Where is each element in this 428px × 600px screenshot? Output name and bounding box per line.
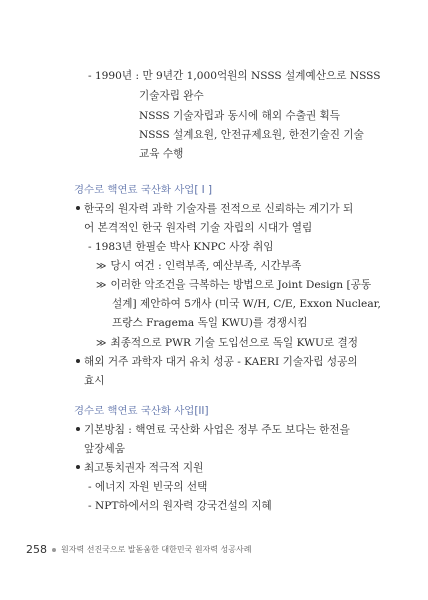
page-number: 258 [26, 543, 47, 556]
arrow-item [96, 336, 358, 351]
arrow-item [96, 278, 371, 293]
bullet-text: 최고통치권자 적극적 지원 [84, 462, 204, 474]
bullet-item [76, 461, 203, 475]
sub-item: - 1983년 한필순 박사 KNPC 사장 취임 [88, 241, 274, 253]
sub-item: - 에너지 자원 빈국의 선택 [88, 481, 208, 493]
page-footer [26, 543, 251, 556]
bullet-text: 해외 거주 과학자 대거 유치 성공 - KAERI 기술자립 성공의 [84, 356, 358, 368]
text-1990-line2: 기술자립 완수 [139, 90, 204, 102]
bullet-dot-icon [76, 465, 80, 469]
bullet-text-cont: 앞장세움 [84, 443, 125, 455]
bullet-dot-icon [76, 206, 80, 210]
arrow-right-icon: ≫ [96, 280, 107, 291]
bullet-text: 한국의 원자력 과학 기술자를 전적으로 신뢰하는 계기가 되 [84, 203, 354, 215]
footer-title: 원자력 선진국으로 발돋움한 대한민국 원자력 성공사례 [61, 545, 252, 554]
arrow-right-icon: ≫ [96, 338, 107, 349]
arrow-item-text: 이러한 악조건을 극복하는 방법으로 Joint Design [공동 [110, 279, 372, 291]
section-heading-1: 경수로 핵연료 국산화 사업[ I ] [74, 184, 213, 196]
bullet-item [76, 423, 350, 437]
footer-dot-icon [52, 548, 56, 552]
arrow-item-text: 최종적으로 PWR 기술 도입선으로 독일 KWU로 결정 [110, 337, 358, 349]
text-1990-line5: 교육 수행 [139, 148, 184, 160]
sub-item: - NPT하에서의 원자력 강국건설의 지혜 [88, 500, 272, 512]
section-heading-2: 경수로 핵연료 국산화 사업[II] [74, 405, 209, 417]
text-1990-line3: NSSS 기술자립과 동시에 해외 수출권 획득 [139, 110, 341, 122]
arrow-item-text: 당시 여건 : 인력부족, 예산부족, 시간부족 [110, 260, 302, 272]
text-1990-line4: NSSS 설계요원, 안전규제요원, 한전기술진 기술 [139, 129, 364, 141]
arrow-item [96, 259, 301, 274]
arrow-right-icon: ≫ [96, 261, 107, 272]
bullet-text-cont: 어 본격적인 한국 원자력 기술 자립의 시대가 열림 [84, 222, 313, 234]
bullet-item [76, 202, 353, 216]
text-1990-line1: - 1990년 : 만 9년간 1,000억원의 NSSS 설계예산으로 NSSS [88, 70, 381, 82]
bullet-text-cont: 효시 [84, 375, 105, 387]
arrow-item-text-cont: 설계] 제안하여 5개사 (미국 W/H, C/E, Exxon Nuclear, [112, 298, 381, 310]
bullet-item [76, 355, 358, 369]
arrow-item-text-cont: 프랑스 Fragema 독일 KWU)를 경쟁시킴 [112, 317, 308, 329]
bullet-text: 기본방침 : 핵연료 국산화 사업은 정부 주도 보다는 한전을 [84, 424, 350, 436]
bullet-dot-icon [76, 427, 80, 431]
bullet-dot-icon [76, 359, 80, 363]
